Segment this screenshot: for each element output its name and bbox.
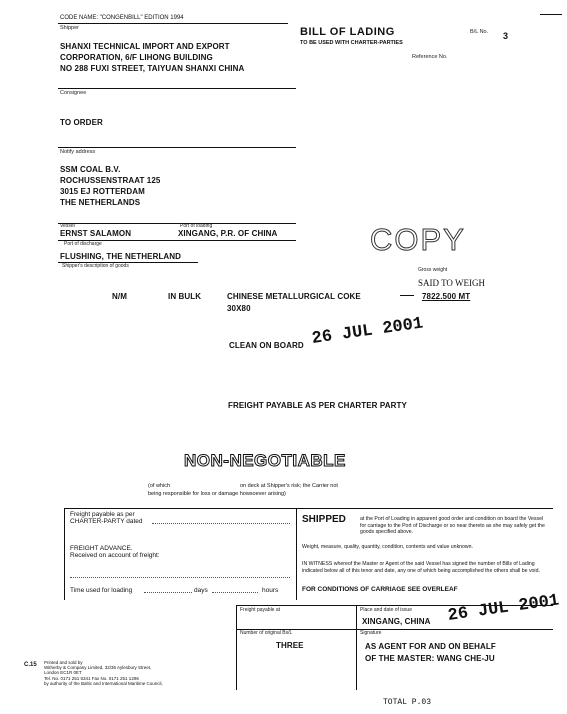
days-line <box>144 592 192 593</box>
document-title: BILL OF LADING <box>300 26 395 38</box>
divider <box>64 508 553 509</box>
notify-line: ROCHUSSENSTRAAT 125 <box>60 176 161 185</box>
consignee-label: Consignee <box>60 90 87 96</box>
printer-line: Tel. No. 0171 251 5341 Fax No. 0171 251 1296 <box>44 675 139 681</box>
place-of-issue-value: XINGANG, CHINA <box>362 617 431 626</box>
clean-on-board: CLEAN ON BOARD <box>229 341 304 350</box>
port-loading-value: XINGANG, P.R. OF CHINA <box>178 229 278 238</box>
shipper-address <box>60 41 244 74</box>
notify-line: SSM COAL B.V. <box>60 165 121 174</box>
charter-party-date-line <box>152 523 290 524</box>
carrier-responsibility-text: being responsible for loss or damage howsoever arising) <box>148 491 286 497</box>
shipper-line: CORPORATION, 6/F LIHONG BUILDING <box>60 53 213 62</box>
divider <box>236 605 356 606</box>
packing-value: IN BULK <box>168 292 202 301</box>
port-discharge-value: FLUSHING, THE NETHERLAND <box>60 252 182 261</box>
issue-date-stamp: 26 JUL 2001 <box>446 591 561 626</box>
port-loading-label: Port of loading <box>180 223 213 229</box>
shipped-text: at the Port of Loading in apparent good order and condition on board the Vessel for carriage to the Port of Discharge or so near thereto as she may safely get the goods specified above. <box>360 516 545 535</box>
charter-party-dated-label: CHARTER-PARTY dated <box>70 518 143 525</box>
notify-line: 3015 EJ ROTTERDAM <box>60 187 145 196</box>
said-to-weigh: SAID TO WEIGH <box>418 278 485 288</box>
days-label: days <box>194 587 208 594</box>
of-which-text: (of which <box>148 483 171 489</box>
divider <box>296 508 297 600</box>
bl-no-label: B/L No. <box>470 29 489 35</box>
freight-payable-at-label: Freight payable at <box>240 607 281 613</box>
vessel-label: Vessel <box>60 223 75 229</box>
divider <box>64 508 65 600</box>
notify-address <box>60 164 160 208</box>
freight-payable-label: Freight payable as per <box>70 511 135 518</box>
printer-info <box>44 660 163 686</box>
fax-footer: TOTAL P.03 <box>383 698 432 707</box>
document-subtitle: TO BE USED WITH CHARTER-PARTIES <box>300 40 403 46</box>
signature-line-1: AS AGENT FOR AND ON BEHALF <box>365 642 496 651</box>
weight-text: Weight, measure, quality, quantity, condition, contents and value unknown. <box>302 544 474 550</box>
original-bl-label: Number of original Bs/L <box>240 630 293 636</box>
divider <box>58 23 288 24</box>
goods-description: CHINESE METALLURGICAL COKE <box>227 292 361 301</box>
code-name: CODE NAME: "CONGENBILL" EDITION 1994 <box>60 15 184 21</box>
port-discharge-label: Port of discharge <box>64 241 102 247</box>
gross-weight-label: Gross weight <box>418 267 448 273</box>
goods-size: 30X80 <box>227 304 251 313</box>
freight-advance-label: FREIGHT ADVANCE. <box>70 545 133 552</box>
signature-line-2: OF THE MASTER: WANG CHE-JU <box>365 654 495 663</box>
divider <box>58 147 296 148</box>
notify-label: Notify address <box>60 149 96 155</box>
original-bl-value: THREE <box>276 641 304 650</box>
freight-advance-line <box>70 577 290 578</box>
divider <box>236 605 237 690</box>
shipper-line: SHANXI TECHNICAL IMPORT AND EXPORT <box>60 42 230 51</box>
received-on-account-label: Received on account of freight: <box>70 552 160 559</box>
place-date-label: Place and date of issue <box>360 607 412 613</box>
printer-line: London EC1R 0ET <box>44 670 82 676</box>
bl-no-value: 3 <box>503 31 509 41</box>
dash <box>400 295 414 296</box>
consignee-value: TO ORDER <box>60 118 103 127</box>
signature-label: Signature <box>360 630 382 636</box>
shipped-heading: SHIPPED <box>302 514 346 525</box>
gross-weight-value: 7822.500 MT <box>422 292 471 301</box>
reference-label: Reference No. <box>412 54 448 60</box>
divider <box>58 88 296 89</box>
vessel-value: ERNST SALAMON <box>60 229 132 238</box>
divider <box>356 605 357 690</box>
divider <box>540 14 562 15</box>
clean-on-board-date-stamp: 26 JUL 2001 <box>310 314 425 349</box>
shipper-label: Shipper <box>60 25 79 31</box>
shipper-line: NO 288 FUXI STREET, TAIYUAN SHANXI CHINA <box>60 64 245 73</box>
notify-line: THE NETHERLANDS <box>60 198 141 207</box>
marks-value: N/M <box>112 292 127 301</box>
hours-line <box>212 592 258 593</box>
printer-line: Printed and sold by <box>44 660 83 665</box>
goods-description-label: Shipper's description of goods <box>62 263 129 269</box>
on-deck-text: on deck at Shipper's risk; the Carrier not <box>240 483 338 489</box>
copy-stamp: COPY <box>370 222 466 257</box>
conditions-text: FOR CONDITIONS OF CARRIAGE SEE OVERLEAF <box>302 586 458 593</box>
hours-label: hours <box>262 587 279 594</box>
printer-line: by authority of the Baltic and International Maritime Council, <box>44 680 163 686</box>
printer-line: Witherby & Company Limited, 32/36 Aylesbury Street, <box>44 665 152 671</box>
freight-note: FREIGHT PAYABLE AS PER CHARTER PARTY <box>228 401 407 410</box>
time-used-label: Time used for loading <box>70 587 133 594</box>
non-negotiable-stamp: NON-NEGOTIABLE <box>184 451 346 470</box>
divider <box>58 223 296 224</box>
form-code: C.15 <box>24 662 37 668</box>
witness-text: IN WITNESS whereof the Master or Agent of the said Vessel has signed the number of Bills of Lading indicated below all of this tenor and date, any one of which being accomplished the others shall be void. <box>302 561 540 574</box>
